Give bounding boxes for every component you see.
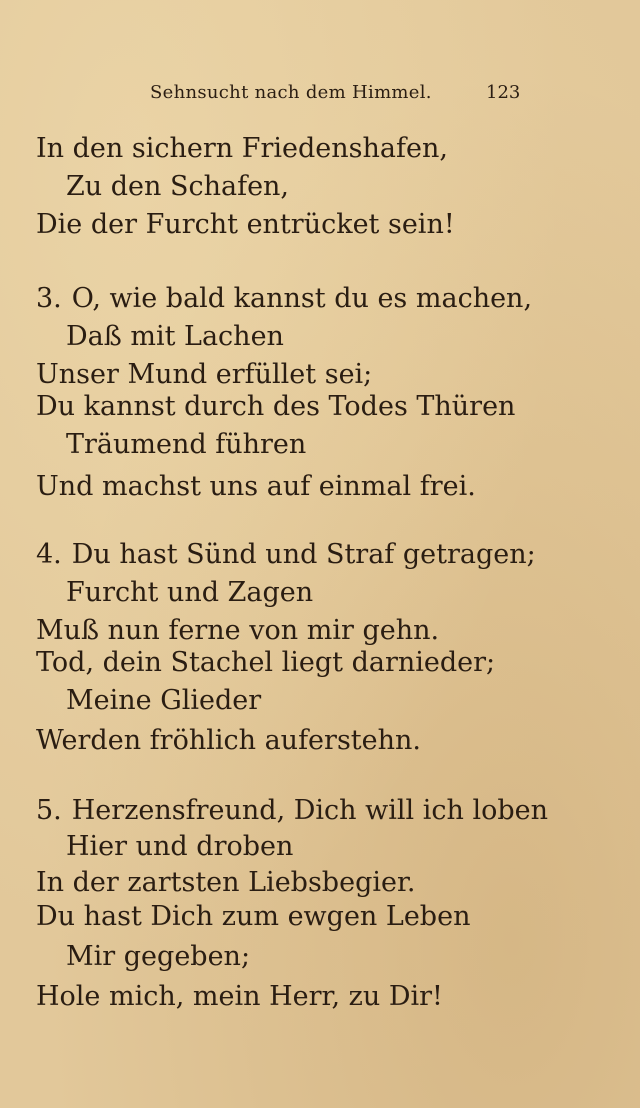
- verse-line: In den sichern Friedenshafen,: [36, 133, 448, 164]
- verse-line-numbered: [36, 538, 536, 572]
- verse-line: Unser Mund erfüllet sei;: [36, 359, 373, 390]
- verse-line: Du hast Dich zum ewgen Leben: [36, 901, 471, 932]
- verse-line: Furcht und Zagen: [66, 577, 314, 608]
- verse-line: In der zartsten Liebsbegier.: [36, 867, 416, 898]
- verse-line: Mir gegeben;: [66, 941, 251, 972]
- verse-line: Hole mich, mein Herr, zu Dir!: [36, 981, 443, 1012]
- verse-line-numbered: [36, 282, 532, 316]
- verse-line: Zu den Schafen,: [66, 171, 290, 202]
- stanza-number: 3.: [36, 283, 62, 314]
- verse-line-text: O, wie bald kannst du es machen,: [71, 283, 533, 314]
- page-number: 123: [486, 82, 521, 103]
- stanza-number: 4.: [36, 539, 62, 570]
- verse-line: Daß mit Lachen: [66, 321, 284, 352]
- running-title: Sehnsucht nach dem Himmel.: [150, 82, 432, 103]
- verse-line: Du kannst durch des Todes Thüren: [36, 391, 516, 422]
- verse-line-numbered: [36, 794, 548, 828]
- verse-line-text: Herzensfreund, Dich will ich loben: [71, 795, 548, 826]
- verse-line: Träumend führen: [66, 429, 307, 460]
- stanza-number: 5.: [36, 795, 62, 826]
- verse-line: Meine Glieder: [66, 685, 262, 716]
- verse-line: Und machst uns auf einmal frei.: [36, 471, 476, 502]
- verse-line-text: Du hast Sünd und Straf getragen;: [71, 539, 536, 570]
- verse-line: Hier und droben: [66, 831, 294, 862]
- page-header: [0, 82, 640, 112]
- verse-line: Die der Furcht entrücket sein!: [36, 209, 455, 240]
- verse-line: Werden fröhlich auferstehn.: [36, 725, 421, 756]
- verse-line: Tod, dein Stachel liegt darnieder;: [36, 647, 496, 678]
- verse-line: Muß nun ferne von mir gehn.: [36, 615, 440, 646]
